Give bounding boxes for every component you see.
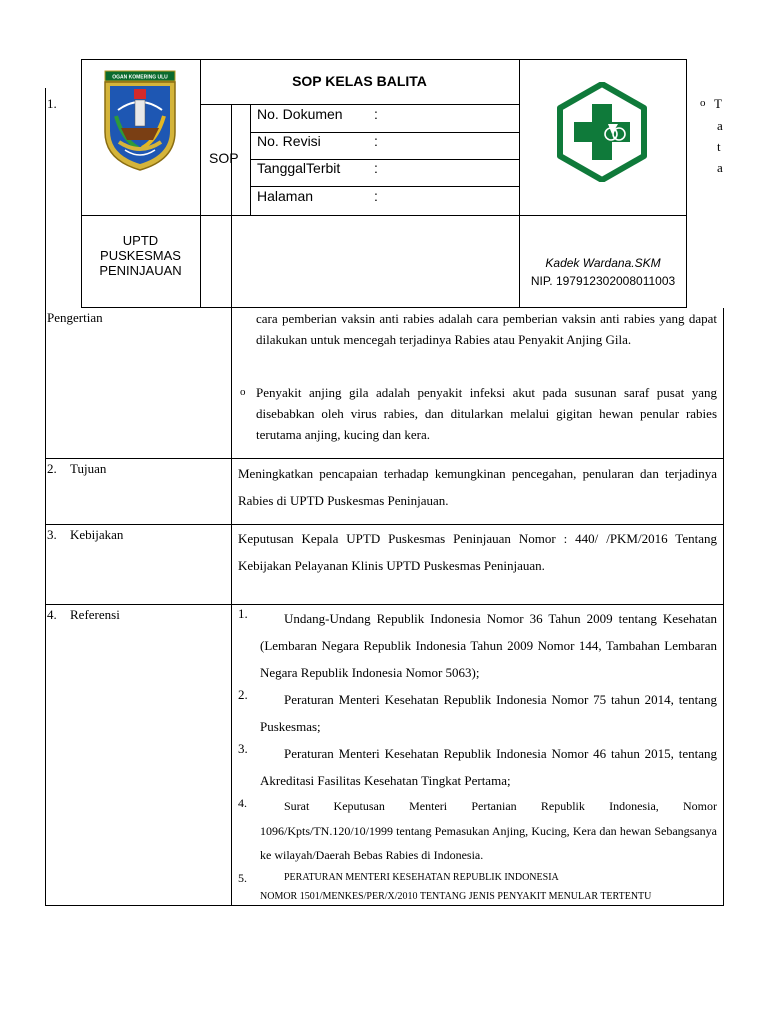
field-label: No. Revisi [257, 133, 321, 149]
sop-label: SOP [209, 150, 239, 166]
field-label: No. Dokumen [257, 106, 343, 122]
sop-title: SOP KELAS BALITA [292, 73, 427, 89]
svg-text:OGAN KOMERING ULU: OGAN KOMERING ULU [112, 74, 168, 81]
regional-logo [101, 70, 179, 172]
ref-item: Peraturan Menteri Kesehatan Republik Indonesia Nomor 46 tahun 2015, tentang Akreditasi Fasilitas Kesehatan Tingkat Pertama; [260, 746, 717, 788]
field-sep: : [374, 188, 378, 204]
ref-item-cont: NOMOR 1501/MENKES/PER/X/2010 TENTANG JENIS PENYAKIT MENULAR TERTENTU [260, 891, 652, 902]
row-label-kebijakan: Kebijakan [70, 527, 124, 542]
puskesmas-logo [556, 82, 648, 182]
field-tanggal-terbit [257, 160, 340, 176]
stray-bullet: o [700, 97, 706, 109]
ref-item: Peraturan Menteri Kesehatan Republik Indonesia Nomor 75 tahun 2014, tentang Puskesmas; [260, 692, 717, 734]
pengertian-text-2: Penyakit anjing gila adalah penyakit infeksi akut pada susunan saraf pusat yang disebabkan oleh virus rabies, dan ditularkan melalui gigitan hewan penular rabies terutama anjing, kucing dan kera. [256, 385, 717, 442]
pengertian-text: cara pemberian vaksin anti rabies adalah cara pemberian vaksin anti rabies yang dapat dilakukan untuk mencegah terjadinya Rabies atau Penyakit Anjing Gila. [256, 311, 717, 347]
org-line: PENINJAUAN [99, 263, 182, 278]
stray-letter: t [717, 139, 721, 154]
org-line: UPTD [122, 233, 159, 248]
org-line: PUSKESMAS [100, 248, 181, 263]
field-sep: : [374, 160, 378, 176]
field-no-revisi [257, 133, 321, 149]
field-label: Halaman [257, 188, 314, 204]
ref-number: 1. [238, 606, 248, 621]
row-label-tujuan: Tujuan [70, 461, 107, 476]
org-name [81, 233, 200, 278]
row-label-pengertian: Pengertian [47, 310, 103, 325]
signer-name: Kadek Wardana.SKM [545, 256, 661, 270]
ref-number: 5. [238, 871, 247, 885]
field-sep: : [374, 133, 378, 149]
row-num-kebijakan: 3. [47, 527, 57, 542]
field-halaman [257, 188, 313, 204]
stray-letter: T [714, 96, 722, 111]
ref-item: PERATURAN MENTERI KESEHATAN REPUBLIK INDONESIA [284, 872, 559, 883]
stray-letter: a [717, 118, 723, 133]
stray-letter: a [717, 160, 723, 175]
field-label: TanggalTerbit [257, 160, 341, 176]
ref-item: Surat Keputusan Menteri Pertanian Republik Indonesia, Nomor 1096/Kpts/TN.120/10/1999 tentang Pemasukan Anjing, Kucing, Kera dan hewan Sebangsanya ke wilayah/Daerah Bebas Rabies di Indonesia. [260, 799, 717, 862]
stray-number: 1. [47, 96, 57, 111]
row-label-referensi: Referensi [70, 607, 120, 622]
pengertian-bullet: o [240, 386, 246, 398]
signer-nip: NIP. 197912302008011003 [530, 274, 676, 288]
row-num-referensi: 4. [47, 607, 57, 622]
row-num-tujuan: 2. [47, 461, 57, 476]
field-no-dokumen [257, 106, 343, 122]
ref-number: 3. [238, 741, 248, 756]
kebijakan-text: Keputusan Kepala UPTD Puskesmas Peninjauan Nomor : 440/ /PKM/2016 Tentang Kebijakan Pelayanan Klinis UPTD Puskesmas Peninjauan. [238, 531, 717, 573]
field-sep: : [374, 106, 378, 122]
ref-item: Undang-Undang Republik Indonesia Nomor 36 Tahun 2009 tentang Kesehatan (Lembaran Negara Republik Indonesia Tahun 2009 Nomor 144, Tambahan Lembaran Negara Republik Indonesia Nomor 5063); [260, 611, 717, 680]
tujuan-text: Meningkatkan pencapaian terhadap kemungkinan pencegahan, penularan dan terjadinya Rabies di UPTD Puskesmas Peninjauan. [238, 466, 717, 508]
ref-number: 2. [238, 687, 248, 702]
ref-number: 4. [238, 796, 247, 810]
